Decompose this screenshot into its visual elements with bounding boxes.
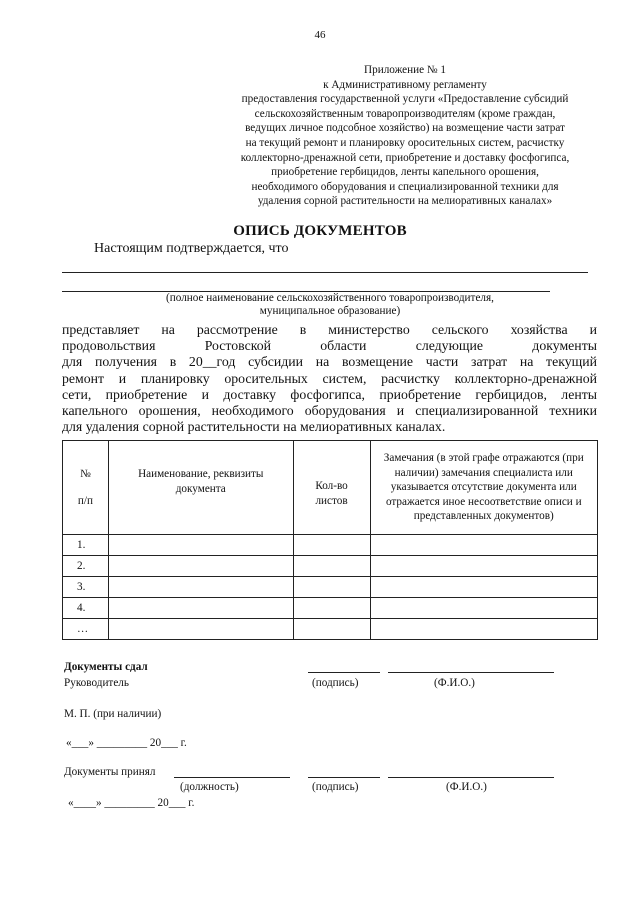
name-caption-line: (полное наименование сельскохозяйственного товаропроизводителя, (166, 292, 494, 304)
table-header-row (63, 441, 598, 535)
received-position-label: (должность) (180, 781, 239, 793)
table-row (63, 619, 598, 640)
received-signature-label: (подпись) (312, 781, 359, 793)
appendix-line: на текущий ремонт и планировку оросительных систем, расчистку (245, 136, 565, 149)
table-row (63, 556, 598, 577)
row-doc-name-cell[interactable] (108, 535, 293, 556)
body-line: ремонт и планировку оросительных систем, расчистку коллекторно-дренажной (62, 370, 597, 386)
row-notes-cell[interactable] (370, 619, 598, 640)
col-number-symbol: № (80, 468, 91, 481)
body-line: представляет на рассмотрение в министерство сельского хозяйства и (62, 322, 597, 337)
appendix-line: коллекторно-дренажной сети, приобретение и доставку фосфогипса, (240, 151, 570, 164)
submitted-signature-label: (подпись) (312, 677, 359, 689)
col-sheets-label: Кол-во листов (315, 480, 348, 507)
row-number: … (63, 619, 109, 640)
received-date: «____» _________ 20___ г. (68, 797, 195, 809)
submitted-signature-line[interactable] (308, 672, 380, 673)
col-name-label: Наименование, реквизиты документа (138, 468, 264, 495)
submitted-fio-line[interactable] (388, 672, 554, 673)
row-doc-name-cell[interactable] (108, 556, 293, 577)
appendix-header (200, 63, 610, 209)
table-row (63, 535, 598, 556)
col-header-name (108, 441, 293, 535)
submitted-role: Руководитель (64, 677, 129, 689)
received-heading: Документы принял (64, 766, 156, 778)
body-line: для удаления сорной растительности на мелиоративных каналах. (62, 419, 446, 435)
appendix-line: удаления сорной растительности на мелиоративных каналах» (257, 195, 553, 208)
row-number: 1. (63, 535, 109, 556)
row-sheets-cell[interactable] (293, 619, 370, 640)
row-number: 2. (63, 556, 109, 577)
confirm-text: Настоящим подтверждается, что (94, 241, 289, 256)
appendix-line: к Административному регламенту (323, 78, 487, 91)
body-line: для получения в 20__год субсидии на возмещение части затрат на текущий (62, 354, 597, 370)
body-line: капельного орошения, необходимого оборудования и специализированной техники (62, 403, 597, 419)
submitted-heading: Документы сдал (64, 661, 148, 673)
received-position-line[interactable] (174, 777, 290, 778)
col-header-number (63, 441, 109, 535)
name-caption-line: муниципальное образование) (259, 305, 401, 317)
row-doc-name-cell[interactable] (108, 598, 293, 619)
body-line: продовольствия Ростовской области следующие документы (62, 338, 597, 354)
row-sheets-cell[interactable] (293, 577, 370, 598)
stamp-label: М. П. (при наличии) (64, 708, 162, 720)
documents-table (62, 440, 598, 640)
appendix-line: ведущих личное подсобное хозяйство) на возмещение части затрат (245, 122, 565, 135)
row-sheets-cell[interactable] (293, 535, 370, 556)
document-title: ОПИСЬ ДОКУМЕНТОВ (233, 223, 407, 239)
submitted-fio-label: (Ф.И.О.) (434, 677, 475, 689)
col-number-label: п/п (77, 494, 93, 507)
col-header-notes (370, 441, 598, 535)
row-doc-name-cell[interactable] (108, 577, 293, 598)
body-paragraph (62, 322, 597, 435)
received-fio-line[interactable] (388, 777, 554, 778)
appendix-line: предоставления государственной услуги «Предоставление субсидий (241, 93, 569, 106)
appendix-line: приобретение гербицидов, ленты капельного орошения, (271, 166, 539, 179)
row-notes-cell[interactable] (370, 598, 598, 619)
body-line: сети, приобретение и доставку фосфогипса, приобретение гербицидов, ленты (62, 386, 597, 402)
row-notes-cell[interactable] (370, 577, 598, 598)
col-header-sheets (293, 441, 370, 535)
col-notes-label: Замечания (в этой графе отражаются (при наличии) замечания специалиста или указывается отсутствие документа или отражается иное несоответствие описи и представленных документов) (383, 452, 584, 523)
row-doc-name-cell[interactable] (108, 619, 293, 640)
submitted-date: «___» _________ 20___ г. (66, 737, 187, 749)
row-sheets-cell[interactable] (293, 598, 370, 619)
row-sheets-cell[interactable] (293, 556, 370, 577)
page-number: 46 (314, 29, 326, 41)
row-number: 3. (63, 577, 109, 598)
name-fill-line-1 (62, 272, 588, 273)
appendix-line: сельскохозяйственным товаропроизводителям (кроме граждан, (254, 107, 556, 120)
name-caption (60, 292, 600, 318)
received-signature-line[interactable] (308, 777, 380, 778)
appendix-line: Приложение № 1 (364, 64, 446, 76)
row-number: 4. (63, 598, 109, 619)
table-row (63, 598, 598, 619)
row-notes-cell[interactable] (370, 535, 598, 556)
appendix-line: необходимого оборудования и специализированной техники для (251, 180, 559, 193)
table-row (63, 577, 598, 598)
row-notes-cell[interactable] (370, 556, 598, 577)
received-fio-label: (Ф.И.О.) (446, 781, 487, 793)
